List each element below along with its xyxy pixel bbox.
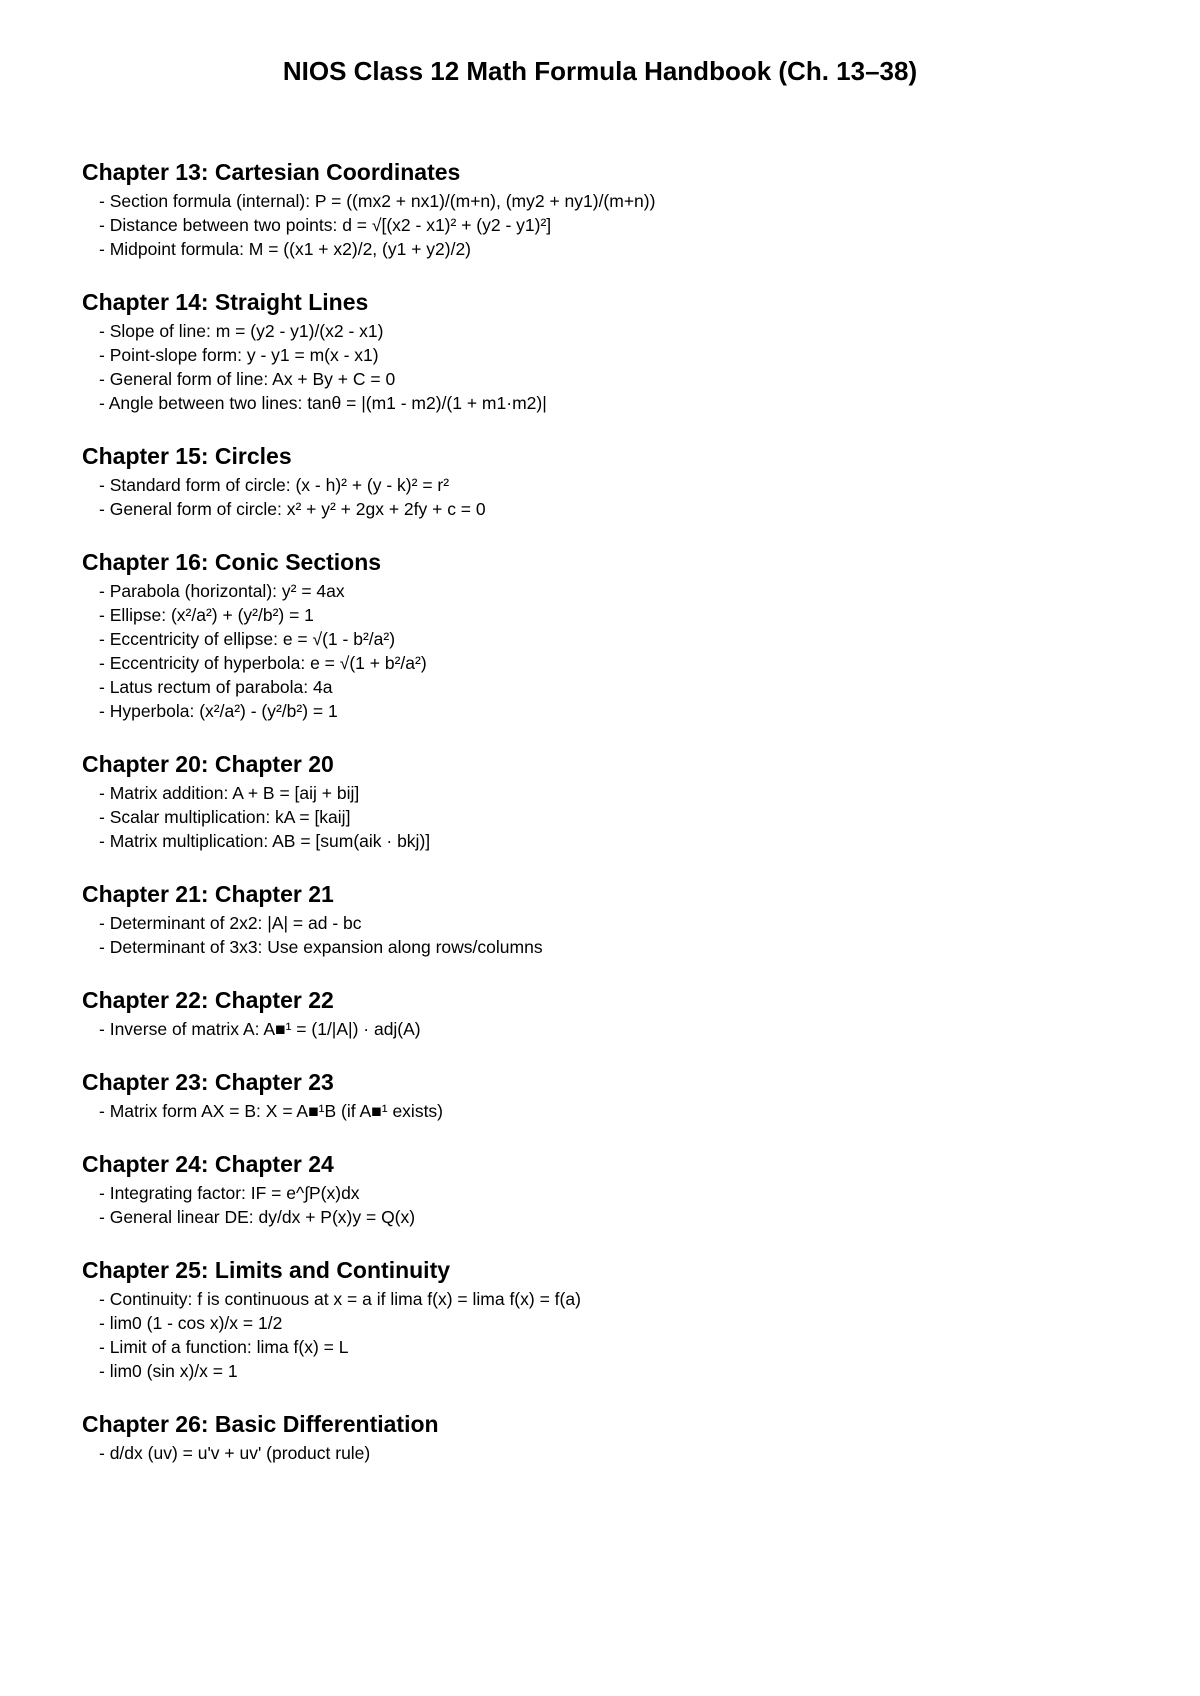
chapter-heading: Chapter 20: Chapter 20 — [82, 751, 334, 777]
formula-list — [82, 911, 1142, 959]
formula-list — [82, 319, 1142, 415]
formula-item: - General form of line: Ax + By + C = 0 — [99, 367, 1142, 391]
chapter-list — [82, 157, 1142, 1491]
formula-item: - Matrix addition: A + B = [aij + bij] — [99, 781, 1142, 805]
formula-list — [82, 1017, 1142, 1041]
formula-item: - Point-slope form: y - y1 = m(x - x1) — [99, 343, 1142, 367]
formula-item: - Continuity: f is continuous at x = a if lima f(x) = lima f(x) = f(a) — [99, 1287, 1142, 1311]
formula-item: - Scalar multiplication: kA = [kaij] — [99, 805, 1142, 829]
formula-list — [82, 1441, 1142, 1465]
formula-item: - Eccentricity of ellipse: e = √(1 - b²/a²) — [99, 627, 1142, 651]
formula-list — [82, 781, 1142, 853]
formula-item: - Ellipse: (x²/a²) + (y²/b²) = 1 — [99, 603, 1142, 627]
formula-list — [82, 1181, 1142, 1229]
chapter-heading: Chapter 25: Limits and Continuity — [82, 1257, 451, 1283]
formula-item: - Hyperbola: (x²/a²) - (y²/b²) = 1 — [99, 699, 1142, 723]
chapter-section — [82, 1409, 1142, 1465]
chapter-section — [82, 287, 1142, 415]
formula-item: - lim0 (sin x)/x = 1 — [99, 1359, 1142, 1383]
chapter-section — [82, 749, 1142, 853]
chapter-heading: Chapter 16: Conic Sections — [82, 549, 382, 575]
chapter-heading: Chapter 14: Straight Lines — [82, 289, 369, 315]
chapter-section — [82, 985, 1142, 1041]
formula-item: - Inverse of matrix A: A■¹ = (1/|A|) · adj(A) — [99, 1017, 1142, 1041]
formula-item: - Distance between two points: d = √[(x2 - x1)² + (y2 - y1)²] — [99, 213, 1142, 237]
formula-item: - Slope of line: m = (y2 - y1)/(x2 - x1) — [99, 319, 1142, 343]
formula-item: - General form of circle: x² + y² + 2gx + 2fy + c = 0 — [99, 497, 1142, 521]
formula-list — [82, 579, 1142, 723]
chapter-section — [82, 1067, 1142, 1123]
formula-list — [82, 473, 1142, 521]
chapter-heading: Chapter 13: Cartesian Coordinates — [82, 159, 461, 185]
document-title: NIOS Class 12 Math Formula Handbook (Ch. 13–38) — [282, 56, 918, 86]
formula-item: - Matrix multiplication: AB = [sum(aik · bkj)] — [99, 829, 1142, 853]
formula-item: - Standard form of circle: (x - h)² + (y - k)² = r² — [99, 473, 1142, 497]
formula-item: - General linear DE: dy/dx + P(x)y = Q(x) — [99, 1205, 1142, 1229]
chapter-section — [82, 879, 1142, 959]
formula-item: - Integrating factor: IF = e^∫P(x)dx — [99, 1181, 1142, 1205]
chapter-heading: Chapter 21: Chapter 21 — [82, 881, 334, 907]
formula-item: - Matrix form AX = B: X = A■¹B (if A■¹ exists) — [99, 1099, 1142, 1123]
formula-item: - Section formula (internal): P = ((mx2 + nx1)/(m+n), (my2 + ny1)/(m+n)) — [99, 189, 1142, 213]
formula-item: - Limit of a function: lima f(x) = L — [99, 1335, 1142, 1359]
formula-item: - lim0 (1 - cos x)/x = 1/2 — [99, 1311, 1142, 1335]
chapter-heading: Chapter 24: Chapter 24 — [82, 1151, 334, 1177]
formula-item: - Midpoint formula: M = ((x1 + x2)/2, (y1 + y2)/2) — [99, 237, 1142, 261]
formula-item: - Latus rectum of parabola: 4a — [99, 675, 1142, 699]
formula-list — [82, 189, 1142, 261]
chapter-section — [82, 1149, 1142, 1229]
formula-item: - Eccentricity of hyperbola: e = √(1 + b²/a²) — [99, 651, 1142, 675]
chapter-section — [82, 547, 1142, 723]
chapter-heading: Chapter 23: Chapter 23 — [82, 1069, 334, 1095]
formula-list — [82, 1287, 1142, 1383]
formula-item: - d/dx (uv) = u'v + uv' (product rule) — [99, 1441, 1142, 1465]
chapter-section — [82, 1255, 1142, 1383]
formula-item: - Determinant of 2x2: |A| = ad - bc — [99, 911, 1142, 935]
formula-list — [82, 1099, 1142, 1123]
chapter-section — [82, 441, 1142, 521]
chapter-heading: Chapter 15: Circles — [82, 443, 292, 469]
formula-item: - Angle between two lines: tanθ = |(m1 - m2)/(1 + m1·m2)| — [99, 391, 1142, 415]
chapter-heading: Chapter 26: Basic Differentiation — [82, 1411, 439, 1437]
formula-item: - Parabola (horizontal): y² = 4ax — [99, 579, 1142, 603]
chapter-section — [82, 157, 1142, 261]
formula-item: - Determinant of 3x3: Use expansion along rows/columns — [99, 935, 1142, 959]
chapter-heading: Chapter 22: Chapter 22 — [82, 987, 334, 1013]
